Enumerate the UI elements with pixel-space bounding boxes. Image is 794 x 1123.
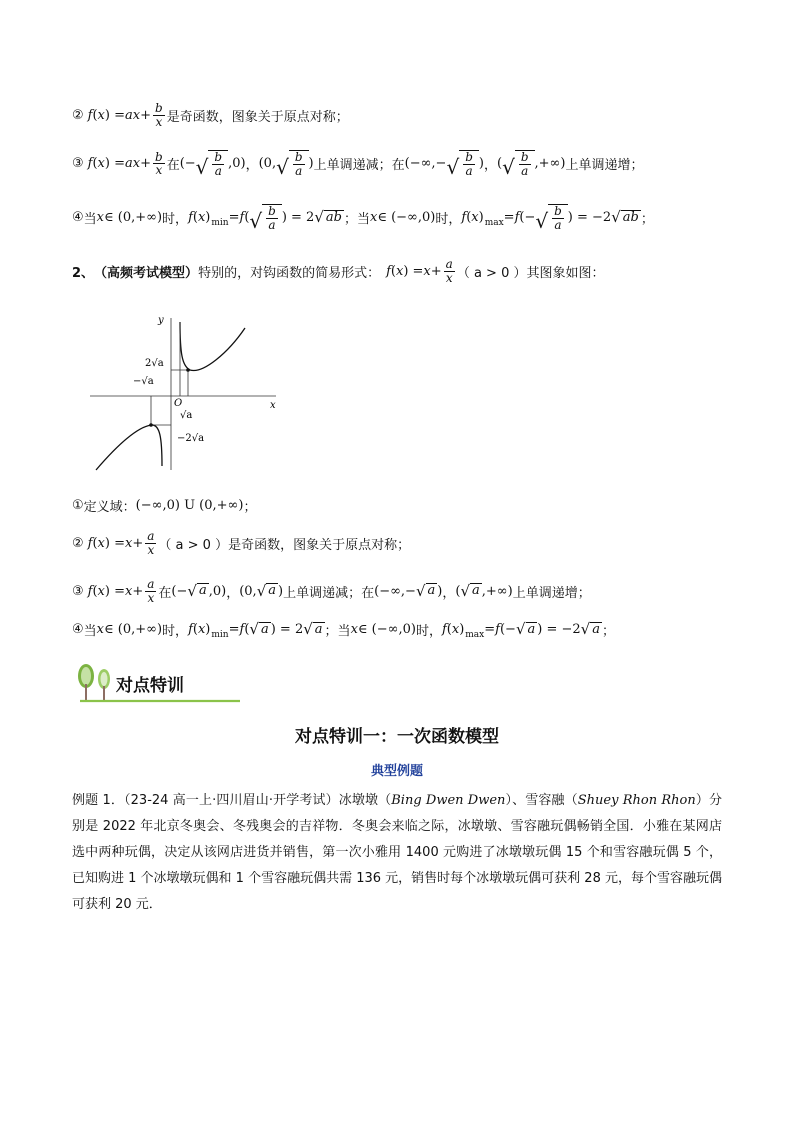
label-2-sqrt-a: 2√a xyxy=(145,358,164,369)
text-decreasing: 上单调递减；在 xyxy=(313,158,405,174)
section-subtitle: 典型例题 xyxy=(370,764,423,779)
text-increasing: 上单调递增； xyxy=(512,585,591,601)
text-decreasing: 上单调递减；在 xyxy=(283,585,375,601)
item-number: ② xyxy=(72,107,84,123)
s2-line-4: ④ 当 x ∈ (0,+∞) 时， f ( x ) min = f ( √ a ) = 2 √ a ；当 x ∈ (−∞,0) 时， f ( x ) max = f (− √ a ) = −2 √ a ； xyxy=(72,620,616,640)
text-in: 在 xyxy=(166,158,180,174)
x-label: x xyxy=(270,400,276,411)
heading-number: 2、 xyxy=(72,265,95,281)
example-english-name: Bing Dwen Dwen xyxy=(391,793,506,808)
formula: f xyxy=(87,107,93,123)
text: ；当 xyxy=(343,212,370,228)
fraction-b-over-x: $\frac{b}{x}$ xyxy=(155,101,163,129)
item-text: 是奇函数，图象关于原点对称； xyxy=(166,109,349,125)
section-banner xyxy=(72,662,242,704)
text-in: 在 xyxy=(158,585,172,601)
item-number: ① xyxy=(72,498,84,513)
hook-function-graph xyxy=(88,308,288,478)
text-increasing: 上单调递增； xyxy=(565,158,644,174)
s1-line-2: ② f ( x ) = ax + $\frac{b}{x}$ 是奇函数，图象关于原点对称； xyxy=(72,101,349,129)
item-condition: （ a > 0 ） xyxy=(158,537,229,553)
item-number: ③ xyxy=(72,156,84,172)
curve-negative xyxy=(96,425,162,470)
example-text: ）、雪容融（ xyxy=(505,793,578,808)
heading-condition: （ a > 0 ）其图象如图： xyxy=(456,265,605,281)
curve-positive xyxy=(180,322,245,370)
section-title: 对点特训一：一次函数模型 xyxy=(295,727,499,747)
item-text: 定义域： xyxy=(83,500,136,515)
example-text: 例题 1．（23-24 高一上·四川眉山·开学考试）冰墩墩（ xyxy=(72,793,392,808)
text: 时， xyxy=(415,624,442,639)
text: 当 xyxy=(83,212,97,228)
s1-line-3: ③ f ( x ) = ax + $\frac{b}{x}$ 在 (− √ $\frac{b}{a}$ ,0) ， (0, √ $\frac{b}{a}$ ) 上单调递减；在 (−∞,− √ $\frac{b}{a}$ ) ， ( √ $\frac{b}{a}$ ,+∞) 上单调递增； xyxy=(72,149,644,180)
heading-text: 特别的，对钩函数的简易形式： xyxy=(198,265,381,281)
label-neg-2-sqrt-a: −2√a xyxy=(177,433,205,444)
y-label: y xyxy=(158,315,164,326)
text: 时， xyxy=(162,624,189,639)
text: ； xyxy=(602,624,616,639)
s2-line-1 xyxy=(72,496,256,515)
example-english-name: Shuey Rhon Rhon xyxy=(577,793,696,808)
min-point xyxy=(186,368,190,372)
banner-label: 对点特训 xyxy=(116,676,184,696)
origin-label: O xyxy=(174,398,183,409)
example-text: ）分别是 2022 年北京冬奥会、冬残奥会的吉祥物．冬奥会来临之际，冰墩墩、雪容融玩偶畅销全国．小雅在某网店选中两种玩偶，决定从该网店进货并销售，第一次小雅用 1400 元购进了冰墩墩玩偶 15 个和雪容融玩偶 5 个，已知购进 1 个冰墩墩玩偶和 1 个雪容融玩偶共需 136 元，销售时每个冰墩墩玩偶可获利 28 元，每个雪容融玩偶可获利 20 元． xyxy=(72,793,722,912)
s2-line-2: ② f ( x ) = x + $\frac{a}{x}$ （ a > 0 ） 是奇函数，图象关于原点对称； xyxy=(72,529,411,557)
domain-expression: (−∞,0) U (0,+∞) xyxy=(135,498,244,513)
label-sqrt-a: √a xyxy=(180,410,193,421)
text: 时， xyxy=(435,212,462,228)
item-number: ③ xyxy=(72,583,84,599)
text: 当 xyxy=(83,624,97,639)
item-number: ④ xyxy=(72,210,84,226)
text: ；当 xyxy=(324,624,351,639)
example-paragraph xyxy=(72,788,722,918)
label-neg-sqrt-a: −√a xyxy=(133,376,154,387)
item-number: ④ xyxy=(72,622,84,637)
item-end: ； xyxy=(243,500,257,515)
s1-line-4: ④ 当 x ∈ (0,+∞) 时， f ( x ) min = f ( √ $\frac{b}{a}$ ) = 2 √ ab ；当 x ∈ (−∞,0) 时， f ( x ) max = f (− √ $\frac{b}{a}$ ) = −2 √ ab ； xyxy=(72,204,654,234)
heading-tag: （高频考试模型） xyxy=(94,265,199,281)
item-number: ② xyxy=(72,535,84,551)
tree-icon xyxy=(78,664,110,700)
s2-line-3: ③ f ( x ) = x + $\frac{a}{x}$ 在 (− √ a ,0) ， (0, √ a ) 上单调递减；在 (−∞,− √ a ) ， ( √ a ,+∞) 上单调递增； xyxy=(72,577,591,605)
max-point xyxy=(149,423,153,427)
s2-heading: 2、 （高频考试模型） 特别的，对钩函数的简易形式： f ( x ) = x + $\frac{a}{x}$ （ a > 0 ）其图象如图： xyxy=(72,257,605,285)
item-text: 是奇函数，图象关于原点对称； xyxy=(228,537,411,553)
text: 时， xyxy=(162,212,189,228)
text: ； xyxy=(640,212,654,228)
